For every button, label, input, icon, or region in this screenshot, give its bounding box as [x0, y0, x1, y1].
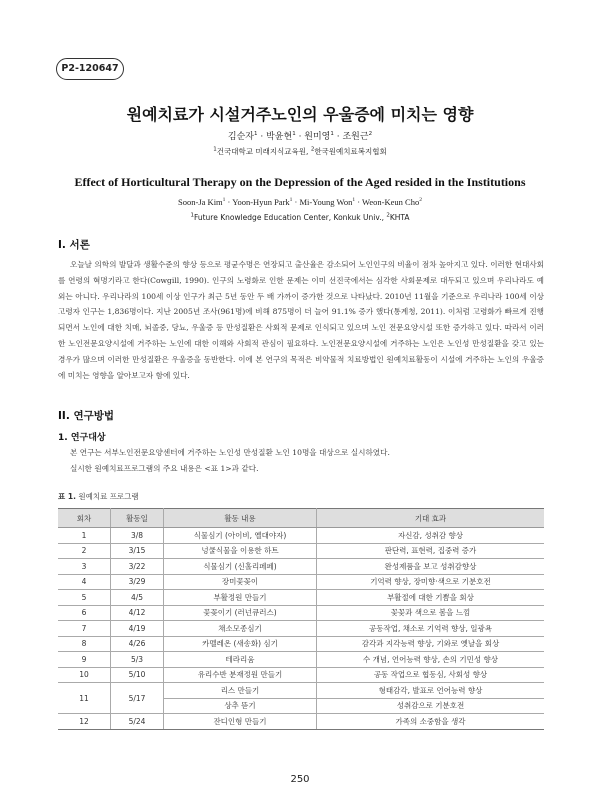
- cell-activity: 테라리움: [164, 652, 317, 668]
- table-row: [58, 605, 544, 621]
- introduction-paragraph: 오늘날 의학의 발달과 생활수준의 향상 등으로 평균수명은 연장되고 출산율은 감소되어 노인인구의 비율이 점차 높아지고 있다. 이러한 현대사회를 연령의 혁명기라고 한다(Cowgill, 1990). 인구의 노령화로 인한 문제는 이미 선진국에서는 심각한 사회문제로 대두되고 있으며 우리나라도 예외는 아니다. 우리나라의 100세 이상 인구가 최근 5년 동안 두 배 가까이 증가한 것으로 나타났다. 2010년 11월을 기준으로 우리나라 100세 이상 고령자 인구는 1,836명이다. 지난 2005년 조사(961명)에 비해 875명이 더 늘어 91.1% 증가 했다(통계청, 2011). 이처럼 고령화가 빠르게 진행되면서 노인에 대한 치매, 뇌졸중, 당뇨, 우울증 등 만성질환은 사회적 문제로 인식되고 있으며 노인 전문요양시설 또한 증가하고 있다. 따라서 이러한 노인전문요양시설에 거주하는 노인에 대한 이해와 사회적 관심이 필요하다. 노인전문요양시설에 거주하는 노인은 노인성 만성질환을 갖고 있는 경우가 많으며 이러한 만성질환은 우울증을 동반한다. 이에 본 연구의 목적은 비약물적 치료방법인 원예치료활동이 시설에 거주하는 노인의 우울증에 미치는 영향을 알아보고자 함에 있다.: [58, 260, 544, 380]
- table-header-row: [58, 509, 544, 528]
- affiliation-korean: [0, 146, 600, 157]
- affil-text: Future Knowledge Education Center, Konkuk Univ.,: [193, 213, 387, 222]
- author-name: Weon-Keun Cho: [362, 197, 420, 207]
- cell-session: 7: [58, 621, 111, 637]
- cell-activity: 잔디인형 만들기: [164, 714, 317, 730]
- cell-date: 4/5: [111, 590, 164, 606]
- cell-date: 3/15: [111, 543, 164, 559]
- cell-date: 3/29: [111, 574, 164, 590]
- cell-effect: 수 개념, 언어능력 향상, 손의 기민성 향상: [317, 652, 545, 668]
- cell-date: 4/26: [111, 636, 164, 652]
- cell-activity: 장미꽃꽂이: [164, 574, 317, 590]
- cell-activity: 넝쿨식물을 이용한 하트: [164, 543, 317, 559]
- author-sup: 1: [292, 131, 296, 137]
- author-sup: 1: [330, 131, 334, 137]
- author-sup: 1: [222, 197, 226, 204]
- cell-date: 3/22: [111, 559, 164, 575]
- author-name: Soon-Ja Kim: [178, 197, 223, 207]
- cell-effect: 성취감으로 기분호전: [317, 698, 545, 714]
- cell-session: 11: [58, 683, 111, 714]
- cell-activity: 꽃꽂이기 (러넌큐러스): [164, 605, 317, 621]
- section-heading-methods: II. 연구방법: [58, 410, 115, 422]
- program-table: [58, 508, 544, 730]
- title-english: Effect of Horticultural Therapy on the Depression of the Aged resided in the Institutions: [74, 175, 526, 189]
- cell-effect: 감각과 지각능력 향상, 기와로 옛날을 회상: [317, 636, 545, 652]
- table-caption-text: 원예치료 프로그램: [78, 492, 139, 501]
- affil-text: 건국대학교 미래지식교육원,: [216, 147, 311, 156]
- cell-session: 6: [58, 605, 111, 621]
- author-name: 김순자: [227, 132, 255, 142]
- author-name: 원미영: [304, 132, 331, 142]
- cell-date: 5/17: [111, 683, 164, 714]
- affil-text: 한국원예치료복지협회: [314, 147, 387, 156]
- table-row: [58, 574, 544, 590]
- cell-date: 5/24: [111, 714, 164, 730]
- affil-sup: 2: [310, 146, 315, 153]
- header-effect: 기대 효과: [317, 509, 545, 528]
- subsection-heading-subjects: 1. 연구대상: [58, 433, 106, 443]
- table-row: [58, 636, 544, 652]
- cell-effect: 자신감, 성취감 향상: [317, 528, 545, 544]
- table-row: [58, 714, 544, 730]
- subjects-line-1: 본 연구는 서부노인전문요양센터에 거주하는 노인성 만성질환 노인 10명을 대상으로 실시하였다.: [70, 448, 390, 457]
- cell-session: 10: [58, 667, 111, 683]
- cell-session: 2: [58, 543, 111, 559]
- affil-text: KHTA: [389, 213, 410, 222]
- cell-activity: 식물심기 (아이비, 옐대야자): [164, 528, 317, 544]
- cell-date: 5/3: [111, 652, 164, 668]
- cell-session: 3: [58, 559, 111, 575]
- page-number: 250: [290, 774, 310, 785]
- cell-session: 5: [58, 590, 111, 606]
- cell-effect: 형태감각, 발표로 언어능력 향상: [317, 683, 545, 699]
- author-name: 조원근: [342, 132, 369, 142]
- table-row: [58, 528, 544, 544]
- poster-id-badge: P2-120647: [56, 58, 124, 80]
- table-row: [58, 652, 544, 668]
- cell-effect: 공동작업, 채소로 기억력 향상, 일광욕: [317, 621, 545, 637]
- table-row: [58, 543, 544, 559]
- cell-date: 4/19: [111, 621, 164, 637]
- section-heading-introduction: I. 서론: [58, 239, 90, 251]
- table-row: [58, 667, 544, 683]
- table-row: [58, 559, 544, 575]
- authors-korean: 김순자$^1$ · 박윤현$^1$ · 원미영$^1$ · 조원근$^2$: [227, 131, 373, 142]
- cell-activity: 리스 만들기: [164, 683, 317, 699]
- cell-effect: 기억력 향상, 장미향·색으로 기분호전: [317, 574, 545, 590]
- cell-effect: 판단력, 표현력, 집중력 증가: [317, 543, 545, 559]
- author-sup: 1: [289, 197, 293, 204]
- header-session: 회차: [58, 509, 111, 528]
- cell-activity: 부활정원 만들기: [164, 590, 317, 606]
- cell-date: 3/8: [111, 528, 164, 544]
- cell-activity: 카멜레온 (새송화) 심기: [164, 636, 317, 652]
- header-activity: 활동 내용: [164, 509, 317, 528]
- cell-session: 8: [58, 636, 111, 652]
- cell-date: 5/10: [111, 667, 164, 683]
- cell-activity: 상추 뜯기: [164, 698, 317, 714]
- author-name: Yoon-Hyun Park: [232, 197, 290, 207]
- author-name: Mi-Young Won: [299, 197, 353, 207]
- cell-session: 1: [58, 528, 111, 544]
- table-caption-label: 표 1.: [58, 492, 76, 501]
- cell-activity: 채소모종심기: [164, 621, 317, 637]
- author-sup: 1: [254, 131, 258, 137]
- cell-activity: 유리수반 분재정원 만들기: [164, 667, 317, 683]
- table-caption: [58, 491, 139, 502]
- subjects-line-2: 실시한 원예치료프로그램의 주요 내용은 <표 1>과 같다.: [70, 464, 259, 473]
- cell-effect: 부활절에 대한 기쁨을 회상: [317, 590, 545, 606]
- cell-date: 4/12: [111, 605, 164, 621]
- authors-english: Soon-Ja Kim$^1$ · Yoon-Hyun Park$^1$ · Mi-Young Won$^1$ · Weon-Keun Cho$^2$: [178, 197, 422, 207]
- title-korean: 원예치료가 시설거주노인의 우울증에 미치는 영향: [126, 105, 474, 124]
- author-name: 박윤현: [266, 132, 293, 142]
- cell-effect: 완성제품을 보고 성취감향상: [317, 559, 545, 575]
- cell-session: 9: [58, 652, 111, 668]
- affil-sup: 1: [213, 146, 217, 153]
- table-row: [58, 590, 544, 606]
- table-row: [58, 621, 544, 637]
- author-sup: 2: [419, 197, 422, 204]
- cell-effect: 꽃꽃과 색으로 봄을 느낌: [317, 605, 545, 621]
- cell-session: 4: [58, 574, 111, 590]
- cell-effect: 가족의 소중함을 생각: [317, 714, 545, 730]
- affiliation-english: [0, 213, 600, 222]
- cell-session: 12: [58, 714, 111, 730]
- author-sup: 1: [352, 197, 356, 204]
- table-row: [58, 683, 544, 699]
- affil-sup: 2: [386, 212, 390, 219]
- affil-sup: 1: [190, 212, 194, 219]
- header-date: 활동일: [111, 509, 164, 528]
- author-sup: 2: [368, 131, 373, 137]
- cell-effect: 공동 작업으로 협동심, 사회성 향상: [317, 667, 545, 683]
- cell-activity: 식물심기 (신홀리페페): [164, 559, 317, 575]
